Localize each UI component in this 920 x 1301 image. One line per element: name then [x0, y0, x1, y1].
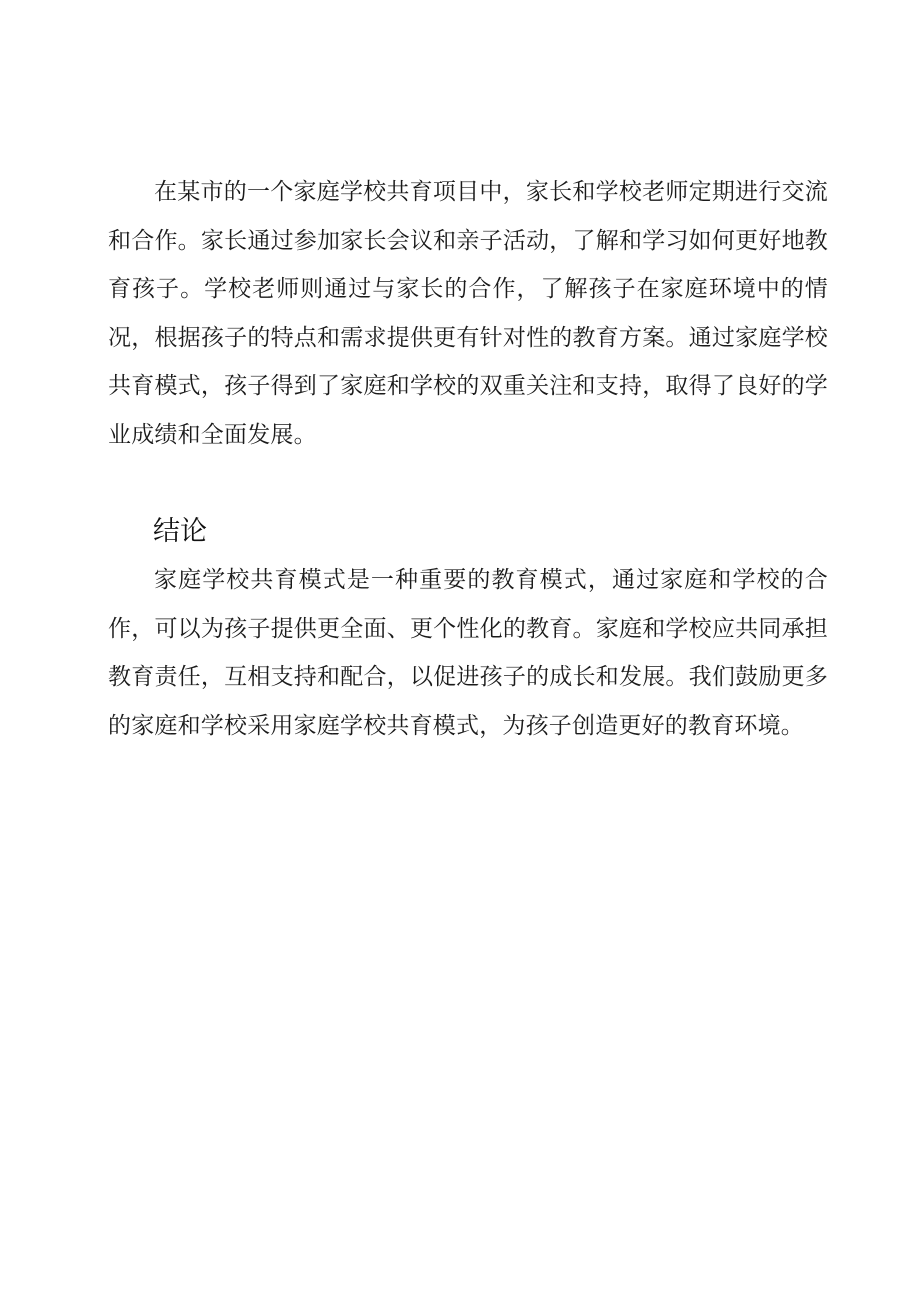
section-heading-conclusion: 结论	[153, 516, 207, 547]
body-paragraph: 在某市的一个家庭学校共育项目中，家长和学校老师定期进行交流和合作。家长通过参加家长会议和亲子活动，了解和学习如何更好地教育孩子。学校老师则通过与家长的合作，了解孩子在家庭环境中的情况，根据孩子的特点和需求提供更有针对性的教育方案。通过家庭学校共育模式，孩子得到了家庭和学校的双重关注和支持，取得了良好的学业成绩和全面发展。	[108, 179, 828, 448]
conclusion-paragraph: 家庭学校共育模式是一种重要的教育模式，通过家庭和学校的合作，可以为孩子提供更全面、更个性化的教育。家庭和学校应共同承担教育责任，互相支持和配合，以促进孩子的成长和发展。我们鼓励更多的家庭和学校采用家庭学校共育模式，为孩子创造更好的教育环境。	[108, 567, 828, 739]
